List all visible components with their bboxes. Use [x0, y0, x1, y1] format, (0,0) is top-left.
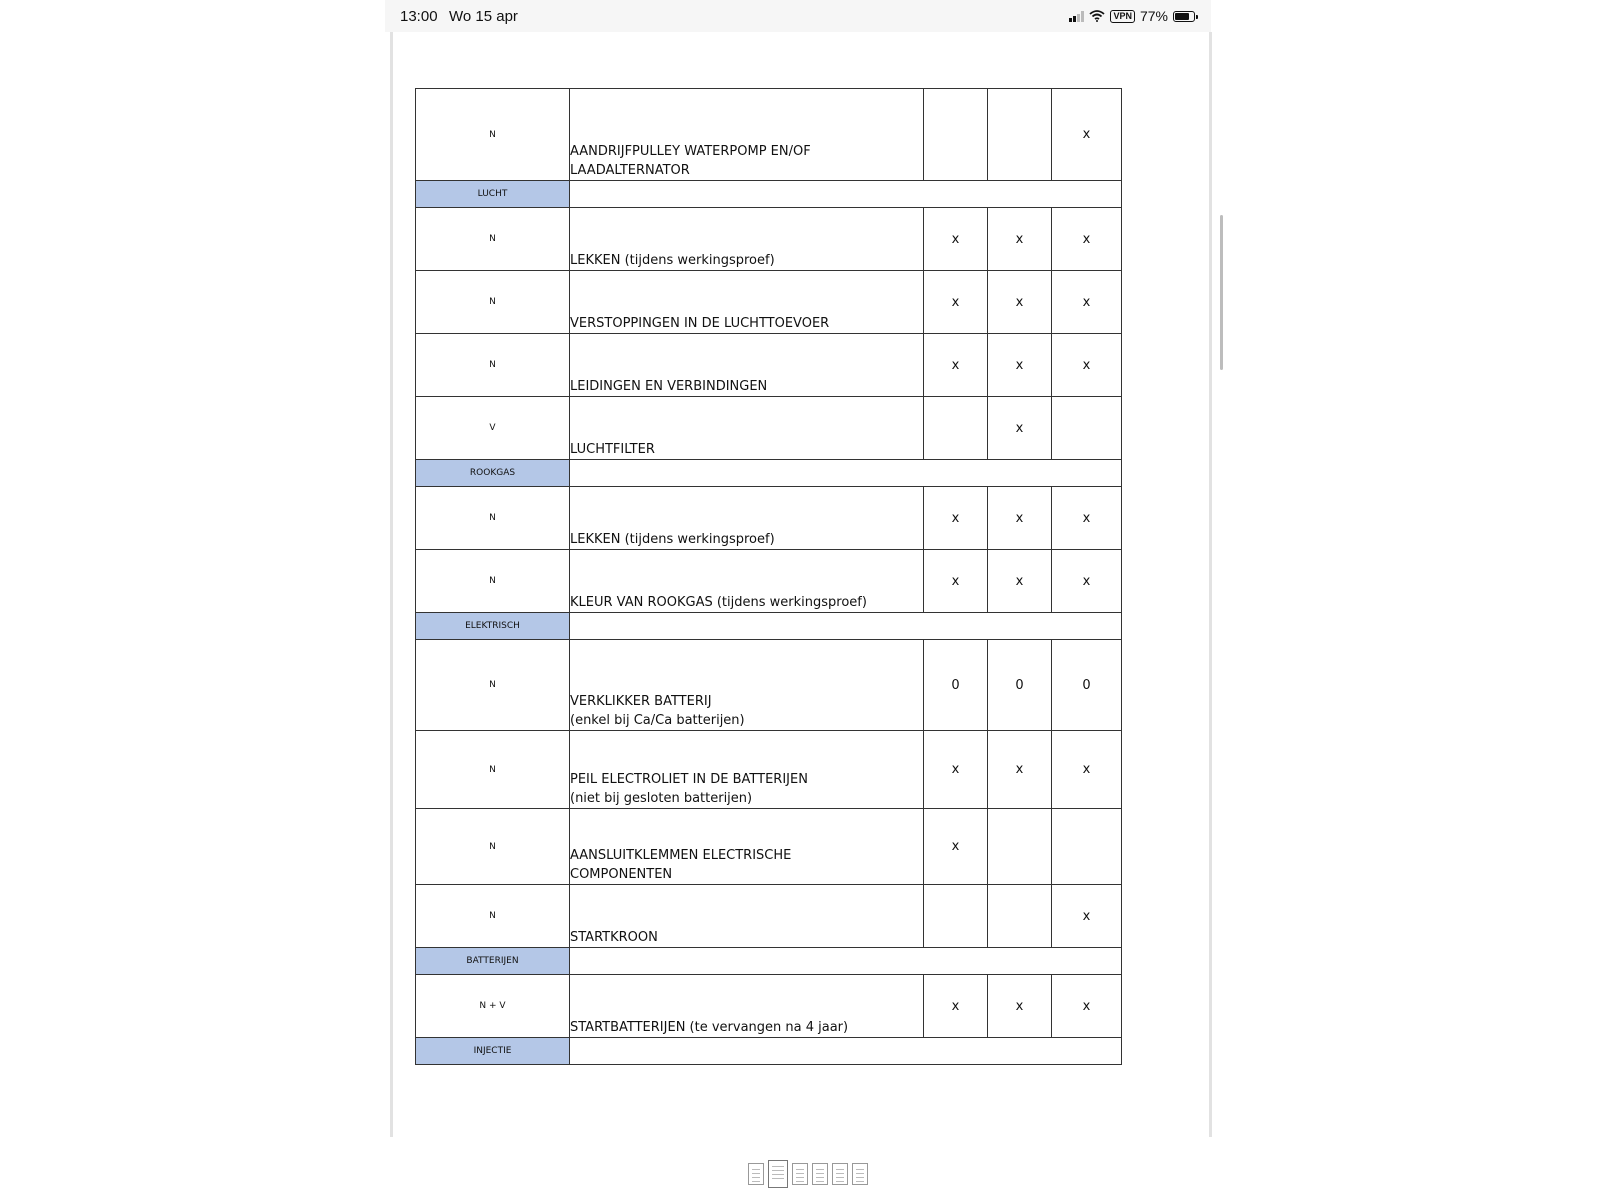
section-row — [416, 181, 1122, 208]
row-code: V — [416, 397, 570, 460]
section-empty-cell — [570, 181, 1122, 208]
interval-mark-3: x — [1052, 885, 1122, 948]
table-row — [416, 975, 1122, 1038]
section-label: INJECTIE — [416, 1038, 570, 1065]
cellular-signal-icon — [1069, 11, 1084, 22]
description-line: VERKLIKKER BATTERIJ — [570, 694, 712, 709]
interval-mark-1: x — [924, 334, 988, 397]
section-empty-cell — [570, 1038, 1122, 1065]
table-row — [416, 550, 1122, 613]
description-line: PEIL ELECTROLIET IN DE BATTERIJEN — [570, 772, 808, 787]
interval-mark-1: x — [924, 975, 988, 1038]
interval-mark-3: x — [1052, 271, 1122, 334]
status-bar — [385, 0, 1211, 32]
row-description — [570, 397, 924, 460]
row-description — [570, 809, 924, 885]
interval-mark-2: x — [988, 271, 1052, 334]
interval-mark-3: x — [1052, 89, 1122, 181]
status-date: Wo 15 apr — [449, 8, 518, 25]
table-row — [416, 640, 1122, 731]
row-code: N — [416, 550, 570, 613]
page-thumbnail[interactable] — [852, 1163, 868, 1185]
interval-mark-3 — [1052, 809, 1122, 885]
section-empty-cell — [570, 948, 1122, 975]
interval-mark-2 — [988, 809, 1052, 885]
interval-mark-2 — [988, 89, 1052, 181]
table-row — [416, 487, 1122, 550]
interval-mark-1: x — [924, 208, 988, 271]
row-code: N — [416, 640, 570, 731]
wifi-icon — [1089, 10, 1105, 22]
table-row — [416, 89, 1122, 181]
table-row — [416, 208, 1122, 271]
interval-mark-2: x — [988, 487, 1052, 550]
description-line: AANDRIJFPULLEY WATERPOMP EN/OF — [570, 144, 811, 159]
table-row — [416, 731, 1122, 809]
table-row — [416, 334, 1122, 397]
row-code: N — [416, 809, 570, 885]
interval-mark-2: x — [988, 731, 1052, 809]
interval-mark-3: x — [1052, 208, 1122, 271]
interval-mark-1: x — [924, 731, 988, 809]
interval-mark-1: x — [924, 809, 988, 885]
table-row — [416, 271, 1122, 334]
row-code: N — [416, 487, 570, 550]
description-line: AANSLUITKLEMMEN ELECTRISCHE — [570, 848, 792, 863]
row-description — [570, 487, 924, 550]
row-code: N — [416, 271, 570, 334]
section-empty-cell — [570, 613, 1122, 640]
interval-mark-3 — [1052, 397, 1122, 460]
interval-mark-3: x — [1052, 550, 1122, 613]
section-label: ELEKTRISCH — [416, 613, 570, 640]
page-thumbnail-strip — [748, 1160, 868, 1188]
row-code: N — [416, 89, 570, 181]
description-line: STARTKROON — [570, 930, 658, 945]
battery-percentage: 77% — [1139, 8, 1168, 24]
description-line: VERSTOPPINGEN IN DE LUCHTTOEVOER — [570, 316, 830, 331]
vertical-scrollbar[interactable] — [1220, 215, 1223, 370]
page-thumbnail[interactable] — [768, 1160, 788, 1188]
description-line: LEKKEN (tijdens werkingsproef) — [570, 253, 775, 268]
description-line: STARTBATTERIJEN (te vervangen na 4 jaar) — [570, 1020, 849, 1035]
interval-mark-2 — [988, 885, 1052, 948]
interval-mark-2: x — [988, 550, 1052, 613]
table-row — [416, 885, 1122, 948]
interval-mark-1: x — [924, 271, 988, 334]
row-description — [570, 271, 924, 334]
table-row — [416, 809, 1122, 885]
description-line: (enkel bij Ca/Ca batterijen) — [570, 713, 745, 728]
description-line: KLEUR VAN ROOKGAS (tijdens werkingsproef) — [570, 595, 867, 610]
description-line: LAADALTERNATOR — [570, 163, 690, 178]
interval-mark-1: x — [924, 487, 988, 550]
interval-mark-1 — [924, 397, 988, 460]
section-label: BATTERIJEN — [416, 948, 570, 975]
row-description — [570, 334, 924, 397]
interval-mark-3: x — [1052, 334, 1122, 397]
description-line: COMPONENTEN — [570, 867, 673, 882]
interval-mark-3: x — [1052, 487, 1122, 550]
section-row — [416, 613, 1122, 640]
table-row — [416, 397, 1122, 460]
row-code: N — [416, 334, 570, 397]
row-description — [570, 975, 924, 1038]
page-thumbnail[interactable] — [832, 1163, 848, 1185]
section-row — [416, 948, 1122, 975]
page-thumbnail[interactable] — [792, 1163, 808, 1185]
battery-icon — [1173, 11, 1195, 22]
interval-mark-1: x — [924, 550, 988, 613]
status-time: 13:00 — [400, 8, 438, 25]
description-line: LUCHTFILTER — [570, 442, 655, 457]
description-line: LEKKEN (tijdens werkingsproef) — [570, 532, 775, 547]
row-description — [570, 885, 924, 948]
status-indicators — [1069, 8, 1195, 24]
section-empty-cell — [570, 460, 1122, 487]
row-description — [570, 89, 924, 181]
interval-mark-3: x — [1052, 731, 1122, 809]
interval-mark-1: 0 — [924, 640, 988, 731]
section-row — [416, 1038, 1122, 1065]
section-label: ROOKGAS — [416, 460, 570, 487]
maintenance-table — [415, 88, 1122, 1065]
row-code: N + V — [416, 975, 570, 1038]
vpn-badge: VPN — [1110, 10, 1135, 23]
row-code: N — [416, 208, 570, 271]
section-row — [416, 460, 1122, 487]
row-description — [570, 550, 924, 613]
interval-mark-2: x — [988, 334, 1052, 397]
description-line: LEIDINGEN EN VERBINDINGEN — [570, 379, 768, 394]
row-code: N — [416, 885, 570, 948]
row-description — [570, 640, 924, 731]
interval-mark-2: x — [988, 208, 1052, 271]
interval-mark-2: x — [988, 975, 1052, 1038]
interval-mark-3: 0 — [1052, 640, 1122, 731]
interval-mark-1 — [924, 89, 988, 181]
section-label: LUCHT — [416, 181, 570, 208]
interval-mark-2: x — [988, 397, 1052, 460]
page-thumbnail[interactable] — [812, 1163, 828, 1185]
row-description — [570, 731, 924, 809]
row-description — [570, 208, 924, 271]
page-thumbnail[interactable] — [748, 1163, 764, 1185]
row-code: N — [416, 731, 570, 809]
interval-mark-3: x — [1052, 975, 1122, 1038]
interval-mark-1 — [924, 885, 988, 948]
description-line: (niet bij gesloten batterijen) — [570, 791, 753, 806]
interval-mark-2: 0 — [988, 640, 1052, 731]
